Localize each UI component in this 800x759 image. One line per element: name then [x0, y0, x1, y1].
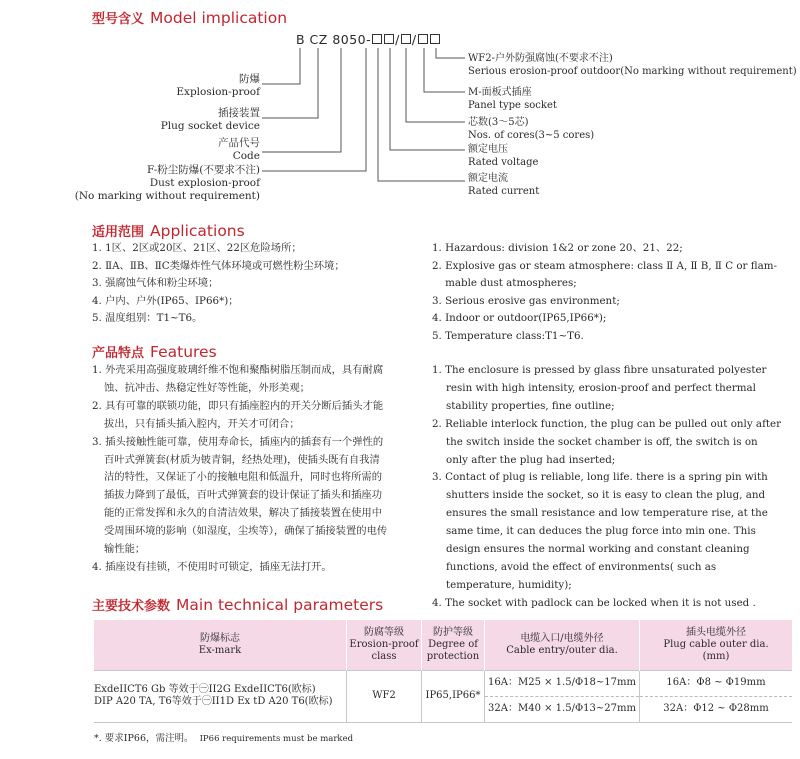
label-zh: 芯数(3～5芯) [468, 117, 529, 128]
model-label-current [468, 172, 539, 198]
header-protection [422, 620, 485, 670]
label-zh: 产品代号 [218, 137, 260, 149]
model-label-voltage [468, 143, 538, 169]
applications-en-list [432, 240, 777, 346]
list-item: 3. Contact of plug is reliable, long life. there is a spring pin with shutters inside the socket, so it is easy to clean the plug, and ensures the small resistance and low temperature rise, at the same time, it can deduces the plug force into min one. This design ensures the normal working and constant cleaning functions, avoid the effect of environments( such as temperature, humidity); [432, 471, 768, 591]
footnote [94, 730, 353, 744]
model-heading-en: Model implication [150, 9, 288, 27]
cell-cable-entry: 16A：M25 × 1.5/Φ18~17mm [485, 670, 640, 696]
label-zh: 插接装置 [218, 107, 260, 119]
cell-plug-cable: 16A：Φ8 ~ Φ19mm [640, 670, 793, 696]
features-heading [92, 342, 217, 361]
footnote-zh: *. 要求IP66，需注明。 [94, 733, 194, 744]
header-zh: 防腐等级 [364, 626, 404, 638]
label-en: Panel type socket [468, 100, 557, 111]
cell-ex-mark [94, 670, 347, 722]
ex-mark-line: DIP A20 TA, T6等效于㊀II1D Ex tD A20 T6(欧标) [94, 696, 333, 707]
table-row [94, 670, 792, 696]
list-item: 4. 插座设有挂锁，不使用时可锁定，插座无法打开。 [92, 560, 332, 573]
list-item: 2. Explosive gas or steam atmosphere: class Ⅱ A, Ⅱ B, Ⅱ C or flam- [432, 259, 777, 272]
cell-plug-cable: 32A：Φ12 ~ Φ28mm [640, 696, 793, 722]
list-item: 1. 外壳采用高强度玻璃纤维不饱和聚酯树脂压制而成，具有耐腐蚀、抗冲击、热稳定性好等性能，外形美观； [92, 364, 384, 394]
features-heading-en: Features [150, 343, 217, 361]
list-item: 2. 具有可靠的联锁功能，即只有插座腔内的开关分断后插头才能拔出，只有插头插入腔内，开关才可闭合； [92, 399, 384, 430]
ex-mark-line: ExdeIICT6 Gb 等效于㊀II2G ExdeIICT6(欧标) [94, 684, 316, 695]
label-en: Dust explosion-proof [149, 177, 260, 189]
list-item: 5. Temperature class:T1~T6. [432, 329, 584, 342]
header-zh: 电缆入口/电缆外径 [520, 632, 604, 644]
model-label-dust [75, 164, 260, 203]
model-label-wf2 [468, 52, 797, 78]
list-item: 3. 插头接触性能可靠，使用寿命长，插座内的插套有一个弹性的百叶式弹簧套(材质为铍青铜，经热处理)，使插头既有自我清洁的特性，又保证了小的接触电阻和低温升，同时也将所需的插拔力降到了最低，百叶式弹簧套的设计保证了插头和插座功能的正常发挥和永久的自清洁效果，解决了插接装置在使用中受周围环境的影响（如湿度，尘埃等），确保了插接装置的电传输性能； [92, 435, 388, 556]
applications-heading [92, 221, 245, 240]
cell-protection: IP65,IP66* [422, 670, 485, 722]
list-item: mable dust atmospheres; [432, 277, 577, 290]
label-zh: WF2-户外防强腐蚀(不要求不注) [468, 53, 613, 64]
header-en: Degree of protection [426, 638, 480, 662]
list-item: 4. Indoor or outdoor(IP65,IP66*); [432, 312, 607, 325]
label-en: Serious erosion-proof outdoor(No marking without requirement) [468, 66, 797, 77]
header-en: Ex-mark [198, 644, 242, 656]
header-erosion-class [347, 620, 422, 670]
list-item: 4. 户内、户外(IP65、IP66*)； [92, 294, 239, 307]
list-item: 4. The socket with padlock can be locked when it is not used . [432, 596, 756, 609]
model-code-prefix: B CZ 8050- [296, 32, 372, 47]
list-item: 3. Serious erosive gas environment; [432, 294, 620, 307]
label-en: Rated current [468, 186, 540, 197]
label-zh: 额定电压 [468, 144, 508, 155]
model-code: B CZ 8050- / / [296, 32, 441, 47]
features-zh-list [92, 362, 388, 577]
label-en: Code [232, 150, 260, 162]
list-item: 1. 1区、2区或20区、21区、22区危险场所； [92, 242, 302, 254]
list-item: 1. Hazardous: division 1&2 or zone 20、21、22; [432, 242, 683, 254]
list-item: 3. 强腐蚀气体和粉尘环境； [92, 277, 219, 290]
model-label-plug-socket [161, 107, 260, 133]
applications-zh-list [92, 240, 345, 328]
label-zh: 防爆 [239, 73, 260, 85]
header-en: Plug cable outer dia. (mm) [663, 638, 769, 662]
model-heading-zh: 型号含义 [92, 12, 145, 27]
label-zh: F-粉尘防爆(不要求不注) [146, 164, 260, 176]
model-label-explosion-proof [176, 73, 260, 99]
label-en: Plug socket device [160, 120, 260, 132]
list-item: 2. ⅡA、ⅡB、ⅡC类爆炸性气体环境或可燃性粉尘环境； [92, 259, 345, 272]
list-item: 1. The enclosure is pressed by glass fibre unsaturated polyester resin with high intensity, erosion-proof and perfect thermal stability properties, fine outline; [432, 364, 767, 412]
list-item: 5. 温度组别：T1~T6。 [92, 312, 203, 325]
header-cable-entry [485, 620, 640, 670]
footnote-en: IP66 requirements must be marked [199, 734, 354, 744]
header-ex-mark [94, 620, 347, 670]
label-en2: (No marking without requirement) [74, 190, 260, 202]
model-label-cores [468, 116, 594, 142]
header-en: Erosion-proof class [349, 638, 419, 662]
label-en: Rated voltage [468, 157, 539, 168]
header-plug-cable [640, 620, 793, 670]
list-item: 2. Reliable interlock function, the plug can be pulled out only after the switch inside the socket chamber is off, the switch is on only after the plug had inserted; [432, 417, 782, 466]
params-heading [92, 595, 383, 614]
model-label-code [218, 137, 260, 163]
header-zh: 防爆标志 [200, 632, 240, 644]
header-zh: 防护等级 [433, 626, 473, 638]
cell-erosion-class: WF2 [347, 670, 422, 722]
model-label-panel [468, 86, 557, 112]
label-en: Nos. of cores(3~5 cores) [468, 130, 595, 141]
cell-cable-entry: 32A：M40 × 1.5/Φ13~27mm [485, 696, 640, 722]
header-zh: 插头电缆外径 [686, 626, 746, 638]
table-header-row [94, 620, 792, 670]
params-heading-en: Main technical parameters [176, 596, 384, 614]
applications-heading-zh: 适用范围 [92, 225, 145, 240]
header-en: Cable entry/outer dia. [506, 644, 618, 656]
label-zh: 额定电流 [468, 173, 508, 184]
params-table [94, 620, 792, 723]
label-en: Explosion-proof [176, 86, 260, 98]
features-en-list [432, 362, 782, 613]
applications-heading-en: Applications [150, 222, 245, 240]
params-heading-zh: 主要技术参数 [92, 599, 171, 614]
label-zh: M-面板式插座 [468, 87, 532, 98]
features-heading-zh: 产品特点 [92, 346, 145, 361]
